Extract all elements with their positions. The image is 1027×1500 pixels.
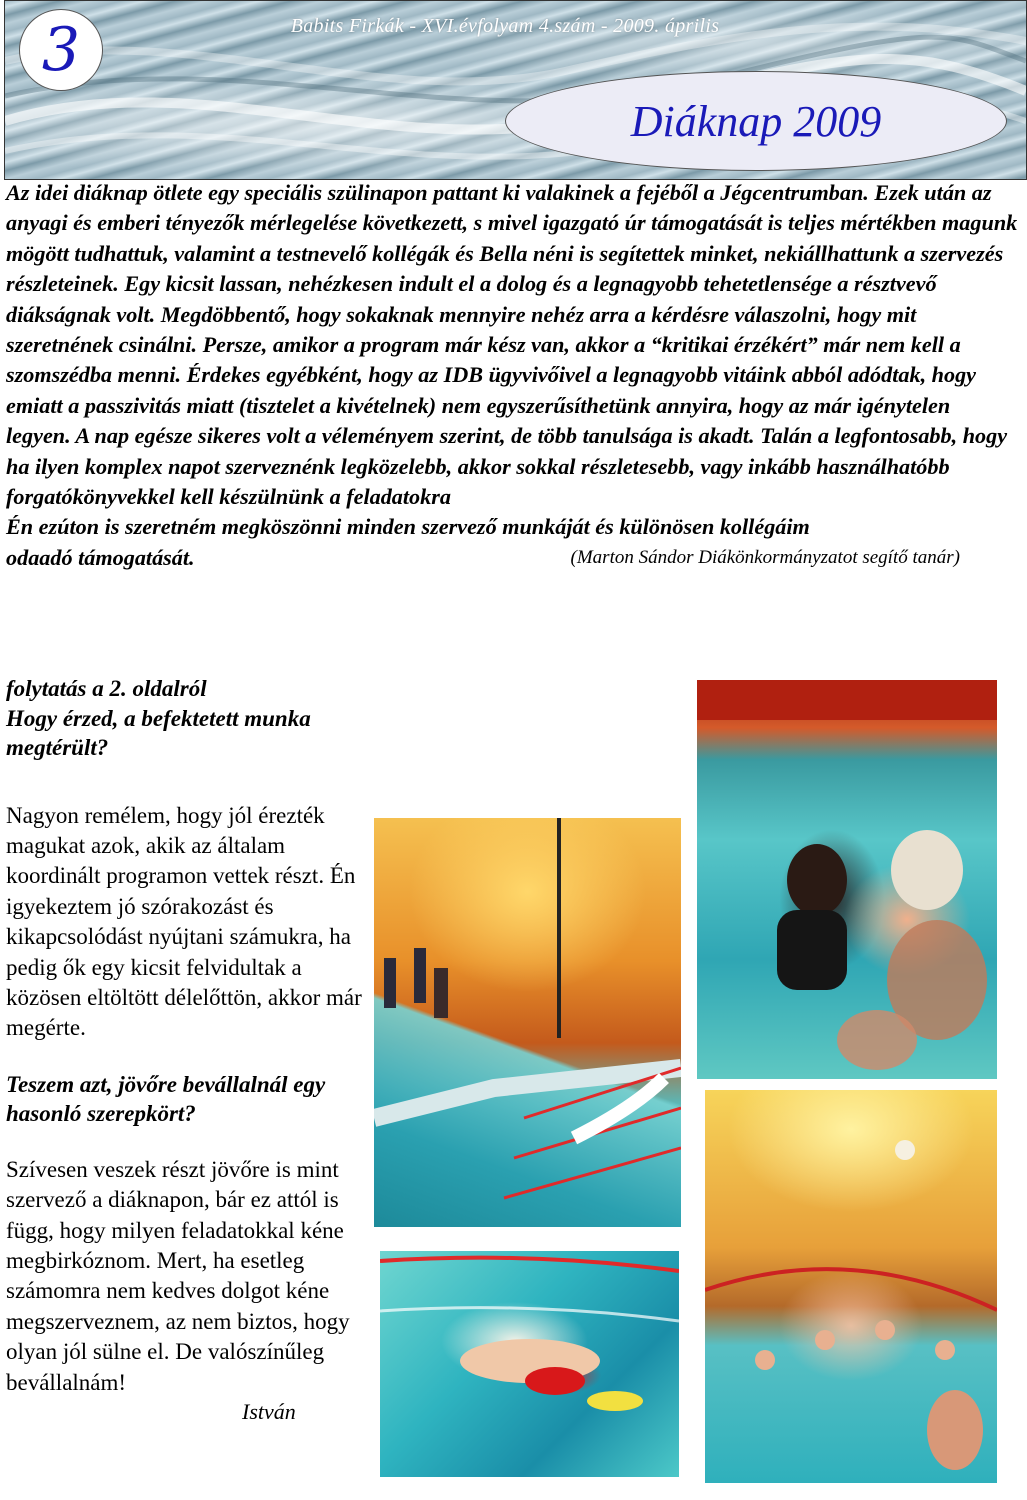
intro-paragraph: Az idei diáknap ötlete egy speciális szülinapon pattant ki valakinek a fejéből a Jégcentrumban. Ezek után az anyagi és emberi tényezők mérlegelése következett, s mivel igazgató úr támogatását is teljes mértékben magunk mögött tudhattuk, valamint a testnevelő kollégák és Bella néni is segítettek minket, nekiállhattunk a szervezés részleteinek. Egy kicsit lassan, nehézkesen indult el a dolog és a legnagyobb tehetetlensége a résztvevő diákságnak volt. Megdöbbentő, hogy sokaknak mennyire nehéz arra a kérdésre válaszolni, hogy mit szeretnének csinálni. Persze, amikor a program már kész van, akkor a “kritikai érzékért” már nem kell a szomszédba menni. Érdekes egyébként, hogy az IDB ügyvivőivel a legnagyobb vitáink abból adódtak, hogy emiatt a passzivitás miatt (tisztelet a kivételnek) nem egyszerűsíthetünk annyira, hogy az már igénytelen legyen. A nap egésze sikeres volt a véleményem szerint, de több tanulsága is akadt. Talán a legfontosabb, hogy ha ilyen komplex napot szerveznénk legközelebb, akkor sokkal részletesebb, vagy inkább használhatóbb forgatókönyvekkel kell készülnünk a feladatokra xyxy=(6,180,1018,510)
answer-2: Szívesen veszek részt jövőre is mint szervező a diáknapon, bár ez attól is függ, hogy milyen feladatokkal kéne megbirkóznom. Mert, ha esetleg számomra nem kedves dolgot kéne megszerveznem, az nem biztos, hogy olyan jól sülne el. De valószínűleg bevállalnám! xyxy=(6,1156,350,1395)
issue-number: 3 xyxy=(41,15,81,85)
water-volleyball-icon xyxy=(705,1090,997,1483)
thanks-paragraph-tail: odaadó támogatását. xyxy=(6,544,195,570)
question-2: Teszem azt, jövőre bevállalnál egy hasonló szerepkört? xyxy=(6,1071,326,1127)
girls-in-pool-icon xyxy=(697,680,997,1079)
swimming-race-icon xyxy=(374,818,681,1227)
thanks-paragraph-end xyxy=(6,543,1018,573)
masthead: Babits Firkák - XVI.évfolyam 4.szám - 2009. április xyxy=(290,15,720,37)
page-title: Diáknap 2009 xyxy=(630,96,882,146)
photo-water-volleyball xyxy=(705,1090,997,1483)
question-1: Hogy érzed, a befektetett munka megtérült? xyxy=(6,705,311,760)
photo-swimming-race xyxy=(374,818,681,1227)
page-header xyxy=(4,0,1027,180)
issue-number-badge xyxy=(19,9,103,91)
swimmer-backstroke-icon xyxy=(380,1251,679,1477)
thanks-paragraph: Én ezúton is szeretném megköszönni minden szervező munkáját és különösen kollégáim xyxy=(6,514,810,540)
title-badge xyxy=(505,71,1007,171)
intro-author: (Marton Sándor Diákönkormányzatot segítő tanár) xyxy=(570,546,960,568)
photo-swimmer-backstroke xyxy=(380,1251,679,1477)
interview-column xyxy=(6,674,376,1426)
interview-signer: István xyxy=(242,1399,296,1424)
continued-note: folytatás a 2. oldalról xyxy=(6,676,207,701)
answer-1: Nagyon remélem, hogy jól érezték magukat azok, akik az általam koordinált programon vettek részt. Én igyekeztem jó szórakozást és kikapcsolódást nyújtani számukra, ha pedig ők egy kicsit felvidultak a közösen eltöltött délelőttön, akkor már megérte. xyxy=(6,802,362,1041)
photo-girls-in-pool xyxy=(697,680,997,1079)
intro-article xyxy=(6,178,1018,573)
